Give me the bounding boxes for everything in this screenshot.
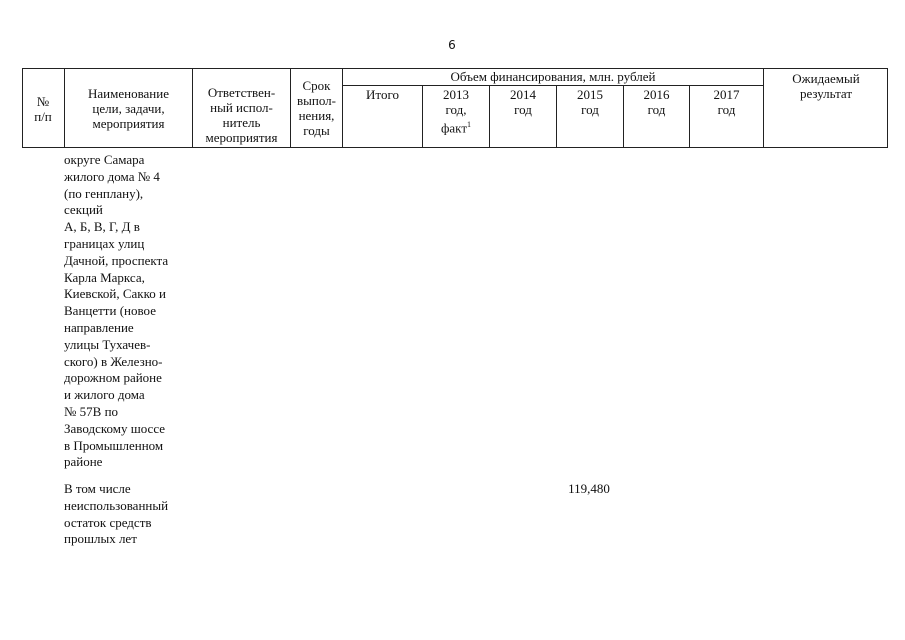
header-financing-title: Объем финансирования, млн. рублей [342,68,763,86]
header-2016: 2016 год [623,85,689,148]
row-1-name: округе Самара жилого дома № 4 (по генплану), секций А, Б, В, Г, Д в границах улиц Дачной, проспекта Карла Маркса, Киевской, Сакко и Ванцетти (новое направление улицы Тухачев- ского) в Железно- дорожном районе и жилого дома № 57В по Заводскому шоссе в Промышленном районе [64,152,169,470]
table-header [22,68,888,148]
row-2-name: В том числе неиспользованный остаток средств прошлых лет [64,481,169,547]
header-2014: 2014 год [489,85,556,148]
header-name: Наименование цели, задачи, мероприятия [64,68,192,148]
header-responsible: Ответствен- ный испол- нитель мероприятия [192,68,290,148]
header-2015: 2015 год [556,85,623,148]
header-num: № п/п [34,94,52,124]
page-number: 6 [448,38,456,52]
row-2-value-2015: 119,480 [568,481,610,496]
header-2013: 2013 год, факт$^1$ [422,85,489,148]
header-term: Срок выпол- нения, годы [290,68,342,148]
header-result: Ожидаемый результат [763,68,888,148]
header-total: Итого [342,85,422,148]
header-2017: 2017 год [689,85,763,148]
